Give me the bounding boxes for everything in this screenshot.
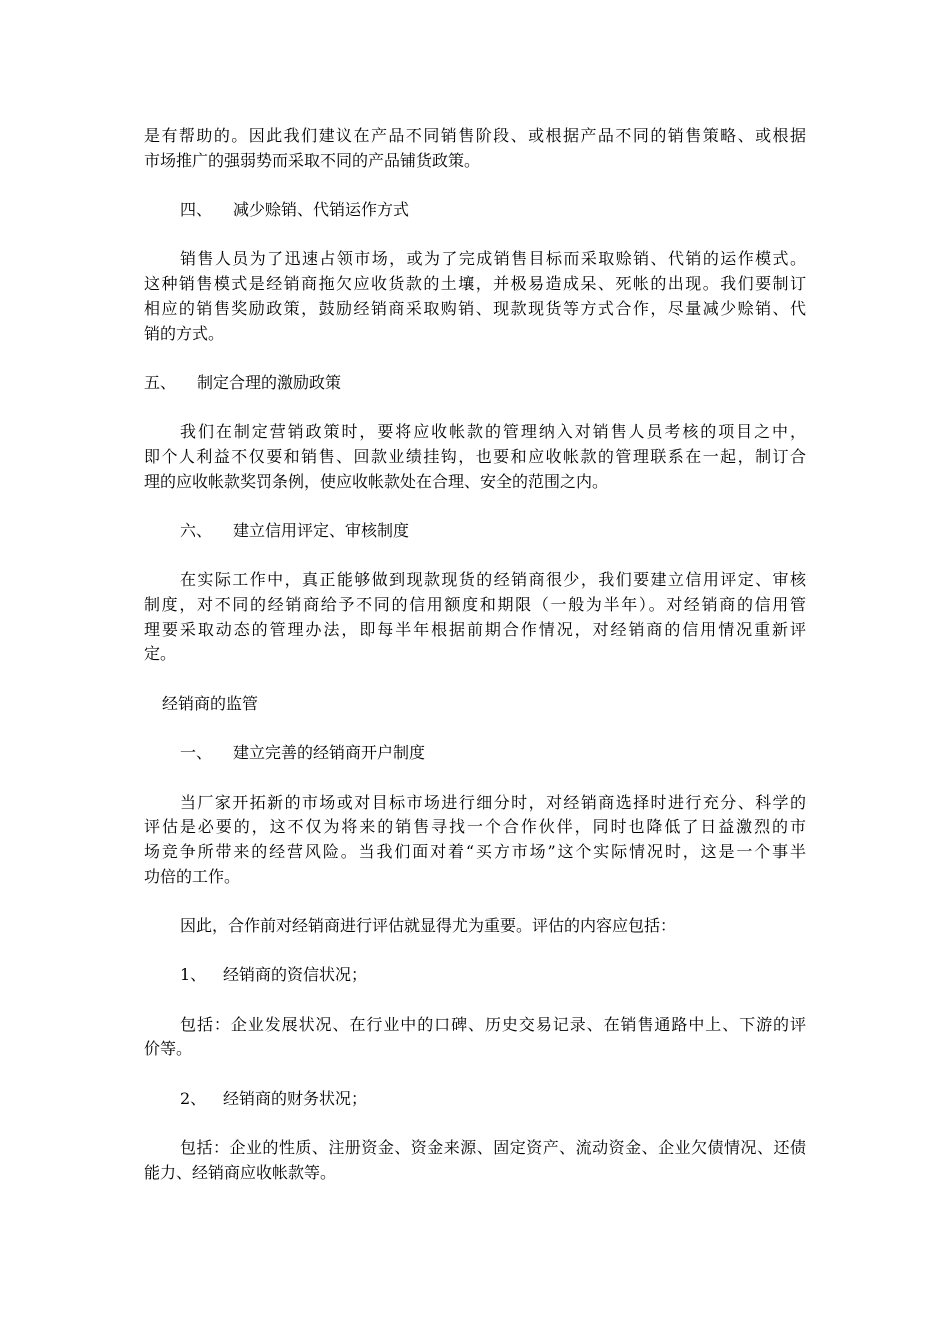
paragraph-line: 理要采取动态的管理办法，即每半年根据前期合作情况，对经销商的信用情况重新评 [144, 619, 806, 639]
heading-title: 制定合理的激励政策 [197, 372, 342, 392]
paragraph-line: 在实际工作中，真正能够做到现款现货的经销商很少，我们要建立信用评定、审核 [180, 570, 806, 590]
heading-one [144, 741, 806, 766]
paragraph-six [144, 568, 806, 667]
paragraph-line: 包括：企业发展状况、在行业中的口碑、历史交易记录、在销售通路中上、下游的评 [180, 1014, 806, 1034]
paragraph-evaluation [144, 914, 806, 939]
list-item-1 [144, 963, 806, 988]
heading-title: 建立完善的经销商开户制度 [233, 743, 426, 763]
heading-number: 五、 [144, 372, 177, 392]
paragraph-line: 价等。 [144, 1039, 193, 1059]
heading-six [144, 519, 806, 544]
paragraph-line: 场竞争所带来的经营风险。当我们面对着“买方市场”这个实际情况时，这是一个事半 [144, 841, 806, 861]
paragraph-line: 理的应收帐款奖罚条例，使应收帐款处在合理、安全的范围之内。 [144, 471, 609, 491]
list-item-title: 经销商的财务状况； [223, 1088, 368, 1108]
paragraph-line: 我们在制定营销政策时，要将应收帐款的管理纳入对销售人员考核的项目之中， [180, 422, 806, 442]
paragraph-line: 市场推广的强弱势而采取不同的产品铺货政策。 [144, 150, 481, 170]
paragraph-line: 是有帮助的。因此我们建议在产品不同销售阶段、或根据产品不同的销售策略、或根据 [144, 126, 806, 145]
list-item-2 [144, 1087, 806, 1112]
paragraph-one [144, 791, 806, 890]
paragraph-line: 能力、经销商应收帐款等。 [144, 1162, 337, 1182]
list-item-title: 经销商的资信状况； [223, 965, 368, 985]
paragraph-line: 评估是必要的，这不仅为将来的销售寻找一个合作伙伴，同时也降低了日益激烈的市 [144, 817, 806, 837]
heading-number: 四、 [180, 200, 213, 220]
paragraph-line: 制度，对不同的经销商给予不同的信用额度和期限（一般为半年）。对经销商的信用管 [144, 595, 806, 615]
document-body [144, 124, 806, 1210]
paragraph-line: 相应的销售奖励政策，鼓励经销商采取购销、现款现货等方式合作，尽量减少赊销、代 [144, 298, 806, 318]
list-item-number: 1、 [180, 965, 207, 985]
heading-four [144, 198, 806, 223]
section-title: 经销商的监管 [162, 693, 259, 713]
heading-five [144, 371, 806, 396]
paragraph-line: 销售人员为了迅速占领市场，或为了完成销售目标而采取赊销、代销的运作模式。 [180, 249, 806, 269]
paragraph-item-1 [144, 1013, 806, 1062]
paragraph-line: 因此，合作前对经销商进行评估就显得尤为重要。评估的内容应包括： [180, 916, 677, 935]
paragraph-line: 定。 [144, 644, 177, 664]
heading-number: 一、 [180, 743, 213, 763]
paragraph-line: 即个人利益不仅要和销售、回款业绩挂钩，也要和应收帐款的管理联系在一起，制订合 [144, 446, 806, 466]
paragraph-line: 销的方式。 [144, 323, 225, 343]
heading-number: 六、 [180, 521, 213, 540]
paragraph-line: 功倍的工作。 [144, 866, 241, 886]
paragraph-four [144, 247, 806, 346]
paragraph-five [144, 420, 806, 494]
paragraph-line: 这种销售模式是经销商拖欠应收货款的土壤，并极易造成呆、死帐的出现。我们要制订 [144, 274, 806, 294]
paragraph-line: 包括：企业的性质、注册资金、资金来源、固定资产、流动资金、企业欠债情况、还债 [180, 1138, 806, 1158]
heading-title: 减少赊销、代销运作方式 [233, 200, 410, 220]
paragraph-line: 当厂家开拓新的市场或对目标市场进行细分时，对经销商选择时进行充分、科学的 [180, 792, 806, 812]
paragraph-intro [144, 124, 806, 173]
list-item-number: 2、 [180, 1088, 207, 1108]
paragraph-item-2 [144, 1136, 806, 1185]
heading-title: 建立信用评定、审核制度 [233, 521, 410, 540]
